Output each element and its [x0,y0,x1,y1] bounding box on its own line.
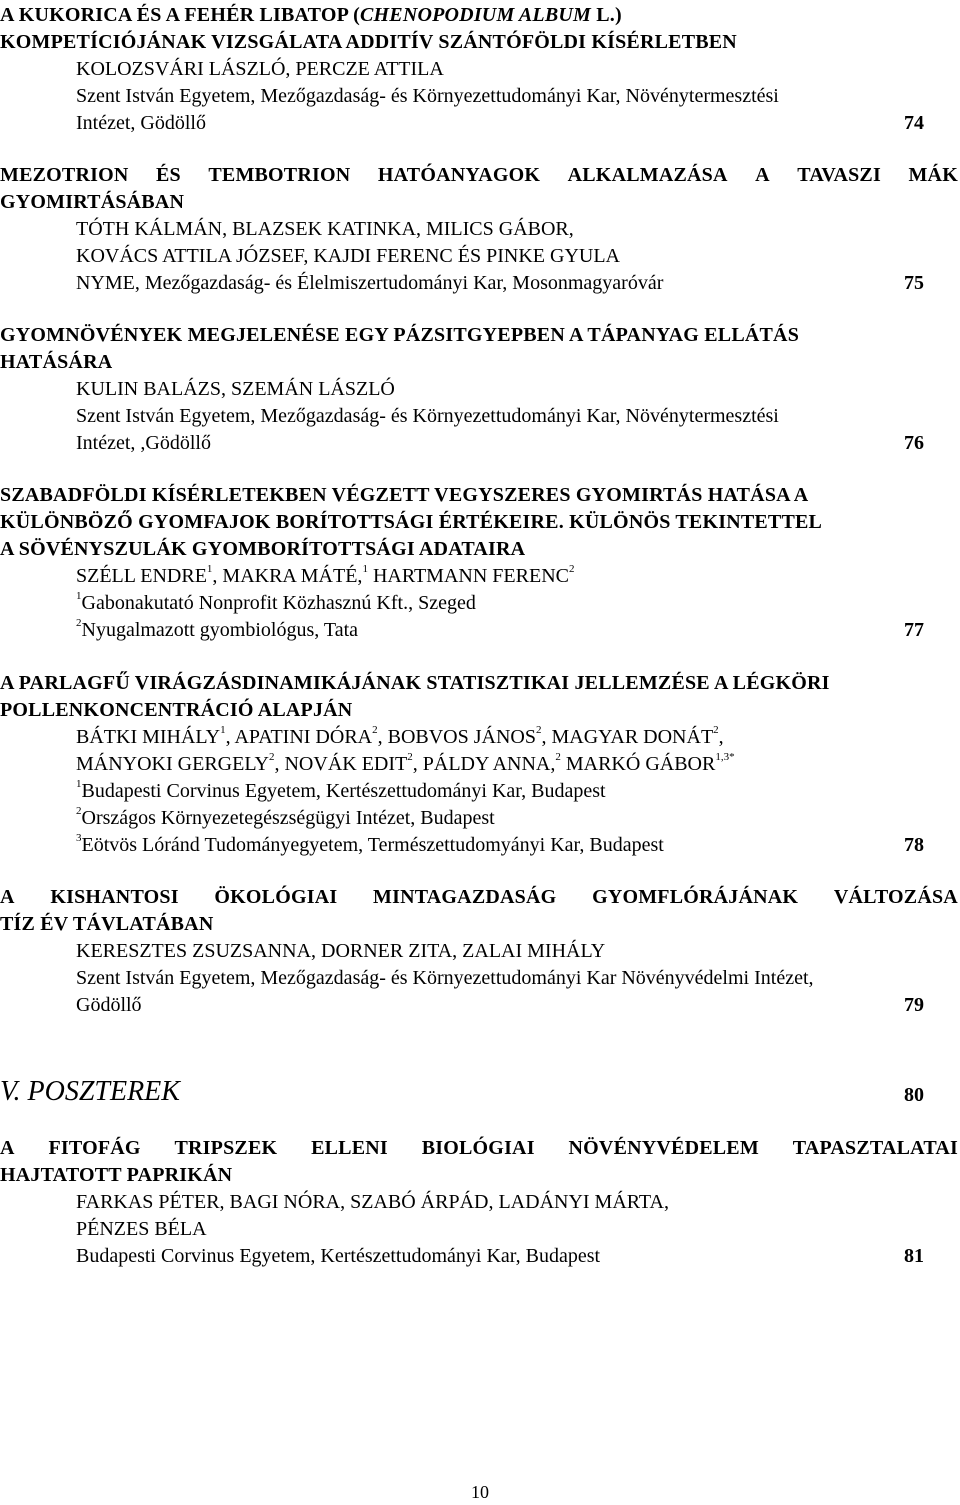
title-word: A [755,164,770,186]
title-word: ÖKOLÓGIAI [214,886,338,908]
page-folio: 10 [471,1482,489,1502]
section-page-number: 80 [904,1084,924,1106]
entry-title: SZABADFÖLDI KÍSÉRLETEKBEN VÉGZETT VEGYSZERES GYOMIRTÁS HATÁSA A [0,484,809,506]
entry-title: GYOMNÖVÉNYEK MEGJELENÉSE EGY PÁZSITGYEPBEN A TÁPANYAG ELLÁTÁS [0,324,800,346]
entry-affiliation: Szent István Egyetem, Mezőgazdaság- és Környezettudományi Kar, Növénytermesztési [76,405,779,427]
entry-title: A KUKORICA ÉS A FEHÉR LIBATOP (CHENOPODIUM ALBUM L.) [0,4,622,26]
title-word: VÁLTOZÁSA [833,886,958,908]
entry-affiliation: Intézet, ,Gödöllő [76,432,211,454]
title-word: ALKALMAZÁSA [567,164,728,186]
title-word: MEZOTRION [0,164,129,186]
entry-title: HATÁSÁRA [0,351,113,373]
entry-authors: KULIN BALÁZS, SZEMÁN LÁSZLÓ [76,378,395,400]
entry-affiliation: $^2$Nyugalmazott gyombiológus, Tata [76,617,359,641]
title-word: TAPASZTALATAI [792,1137,958,1159]
entry-authors: PÉNZES BÉLA [76,1218,207,1240]
entry-title [0,164,958,186]
page-number: 76 [904,432,924,454]
entry-title [0,886,958,908]
title-word: ELLENI [311,1137,388,1159]
entry-affiliation: $^1$Budapesti Corvinus Egyetem, Kertészettudományi Kar, Budapest [76,778,606,802]
page-number: 81 [904,1245,924,1267]
title-word: TRIPSZEK [174,1137,278,1159]
entry-affiliation: Budapesti Corvinus Egyetem, Kertészettudományi Kar, Budapest [76,1245,601,1267]
entry-title: TÍZ ÉV TÁVLATÁBAN [0,913,214,935]
title-word: NÖVÉNYVÉDELEM [568,1137,759,1159]
entry-title [0,1137,958,1159]
page-number: 75 [904,272,924,294]
entry-affiliation: $^2$Országos Környezetegészségügyi Intézet, Budapest [76,805,495,829]
entry-authors: KOVÁCS ATTILA JÓZSEF, KAJDI FERENC ÉS PINKE GYULA [76,245,620,267]
entry-authors: KERESZTES ZSUZSANNA, DORNER ZITA, ZALAI MIHÁLY [76,940,606,962]
page-number: 79 [904,994,924,1016]
title-word: ÉS [155,164,181,186]
page-number: 77 [904,619,924,641]
entry-authors: BÁTKI MIHÁLY$^1$, APATINI DÓRA$^2$, BOBVOS JÁNOS$^2$, MAGYAR DONÁT$^2$, [76,724,724,748]
entry-affiliation: $^1$Gabonakutató Nonprofit Közhasznú Kft., Szeged [76,590,476,614]
entry-title: POLLENKONCENTRÁCIÓ ALAPJÁN [0,699,353,721]
entry-title: KÜLÖNBÖZŐ GYOMFAJOK BORÍTOTTSÁGI ÉRTÉKEIRE. KÜLÖNÖS TEKINTETTEL [0,511,823,533]
entry-title: A SÖVÉNYSZULÁK GYOMBORÍTOTTSÁGI ADATAIRA [0,538,526,560]
entry-authors: FARKAS PÉTER, BAGI NÓRA, SZABÓ ÁRPÁD, LADÁNYI MÁRTA, [76,1191,669,1213]
title-word: GYOMFLÓRÁJÁNAK [592,886,799,908]
page-number: 78 [904,834,924,856]
entry-affiliation: Szent István Egyetem, Mezőgazdaság- és Környezettudományi Kar Növényvédelmi Intézet, [76,967,814,989]
entry-title: A PARLAGFŰ VIRÁGZÁSDINAMIKÁJÁNAK STATISZTIKAI JELLEMZÉSE A LÉGKÖRI [0,672,830,694]
title-word: TEMBOTRION [208,164,351,186]
page-number: 74 [904,112,924,134]
entry-affiliation: NYME, Mezőgazdaság- és Élelmiszertudományi Kar, Mosonmagyaróvár [76,272,664,294]
title-word: MINTAGAZDASÁG [373,886,557,908]
entry-title: KOMPETÍCIÓJÁNAK VIZSGÁLATA ADDITÍV SZÁNTÓFÖLDI KÍSÉRLETBEN [0,31,737,53]
entry-authors: KOLOZSVÁRI LÁSZLÓ, PERCZE ATTILA [76,58,444,80]
entry-affiliation: $^3$Eötvös Lóránd Tudományegyetem, Természettudomyányi Kar, Budapest [76,832,664,856]
title-word: BIOLÓGIAI [421,1137,535,1159]
entry-authors: MÁNYOKI GERGELY$^2$, NOVÁK EDIT$^2$, PÁLDY ANNA,$^2$ MARKÓ $GÁBOR^{1,3*}$ [76,751,735,775]
entry-title: HAJTATOTT PAPRIKÁN [0,1164,233,1186]
title-word: HATÓANYAGOK [377,164,541,186]
title-word: A [0,1137,15,1159]
title-word: A [0,886,15,908]
entry-authors: TÓTH KÁLMÁN, BLAZSEK KATINKA, MILICS GÁBOR, [76,218,574,240]
section-heading: V. POSZTEREK [0,1076,180,1107]
entry-affiliation: Szent István Egyetem, Mezőgazdaság- és Környezettudományi Kar, Növénytermesztési [76,85,779,107]
title-word: FITOFÁG [48,1137,141,1159]
entry-affiliation: Gödöllő [76,994,142,1016]
entry-title: GYOMIRTÁSÁBAN [0,191,185,213]
entry-authors: SZÉLL ENDRE$^1$, MAKRA MÁTÉ,$^1$ HARTMANN FERENC$^2$ [76,563,575,587]
title-word: TAVASZI [797,164,881,186]
title-word: KISHANTOSI [50,886,179,908]
entry-affiliation: Intézet, Gödöllő [76,112,206,134]
title-word: MÁK [908,164,958,186]
